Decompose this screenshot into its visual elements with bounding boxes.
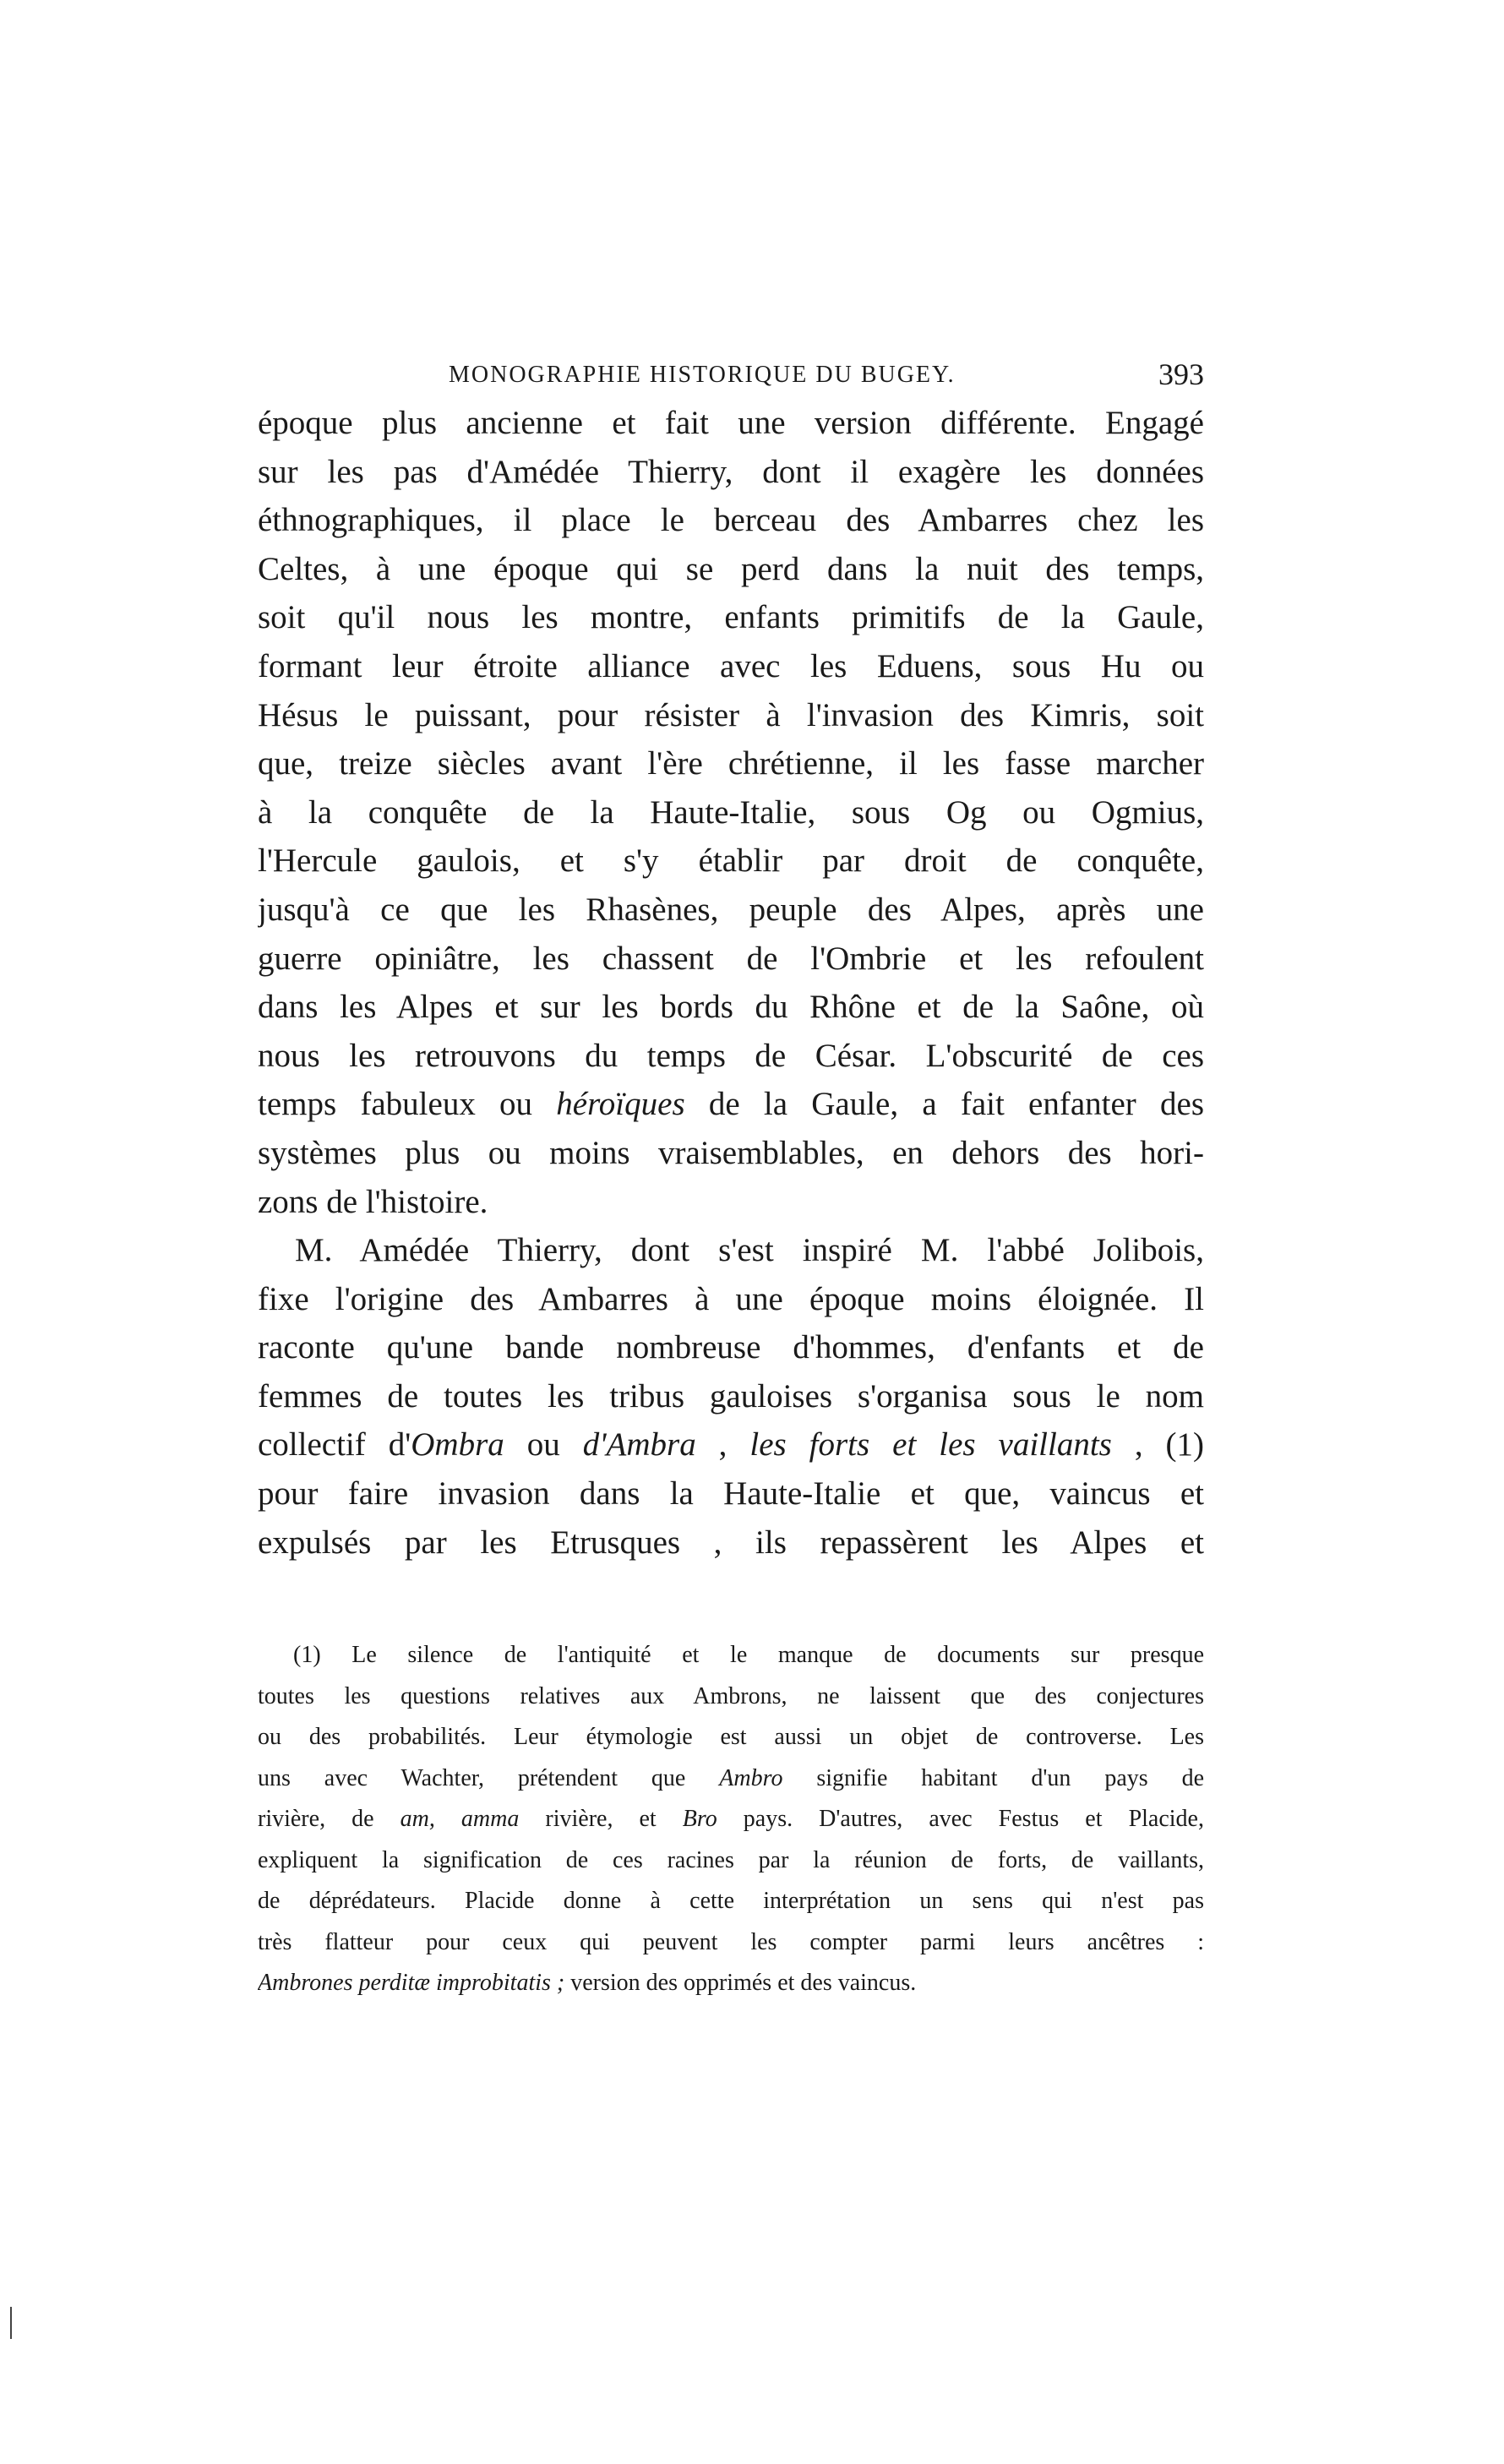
body-line: Hésus le puissant, pour résister à l'invasion des Kimris, soit: [258, 696, 1204, 733]
text-run: rivière, et: [519, 1806, 683, 1832]
body-line: l'Hercule gaulois, et s'y établir par droit de conquête,: [258, 842, 1204, 880]
text-run: signifie habitant d'un pays de: [782, 1764, 1204, 1791]
footnote-line: toutes les questions relatives aux Ambrons, ne laissent que des conjectures: [258, 1682, 1204, 1709]
footnote-line: [258, 1799, 1204, 1840]
italic-term: d'Ambra: [582, 1426, 696, 1464]
text-run: uns avec Wachter, prétendent que: [258, 1764, 720, 1791]
italic-term: les forts et les vaillants: [749, 1426, 1112, 1464]
body-line: Celtes, à une époque qui se perd dans la nuit des temps,: [258, 550, 1204, 587]
italic-term: Bro: [682, 1806, 717, 1832]
body-line: éthnographiques, il place le berceau des Ambarres chez les: [258, 502, 1204, 539]
body-line: nous les retrouvons du temps de César. L'obscurité de ces: [258, 1037, 1204, 1074]
text-run: pays. D'autres, avec Festus et Placide,: [717, 1806, 1204, 1832]
body-line: fixe l'origine des Ambarres à une époque moins éloignée. Il: [258, 1280, 1204, 1317]
footnote-line: (1) Le silence de l'antiquité et le manque de documents sur presque: [293, 1642, 1204, 1668]
footnote-line: [258, 1963, 1204, 2004]
text-run: rivière, de: [258, 1806, 401, 1832]
text-run: ou: [504, 1426, 583, 1464]
footnote-line: très flatteur pour ceux qui peuvent les compter parmi leurs ancêtres :: [258, 1928, 1204, 1955]
body-line: [258, 1080, 1204, 1129]
footnote-line: expliquent la signification de ces racines par la réunion de forts, de vaillants,: [258, 1846, 1204, 1873]
italic-term: Ombra: [411, 1426, 504, 1464]
body-line: femmes de toutes les tribus gauloises s'organisa sous le nom: [258, 1377, 1204, 1415]
body-line: [258, 1420, 1204, 1469]
body-line: sur les pas d'Amédée Thierry, dont il exagère les données: [258, 453, 1204, 490]
body-line: zons de l'histoire.: [258, 1183, 488, 1220]
text-run: de la Gaule, a fait enfanter des: [684, 1086, 1204, 1123]
footnote: [258, 1635, 1204, 2004]
text-run: ,: [695, 1426, 750, 1464]
text-run: version des opprimés et des vaincus.: [564, 1970, 917, 1996]
paragraph-first-line: M. Amédée Thierry, dont s'est inspiré M. l'abbé Jolibois,: [295, 1232, 1204, 1269]
italic-term: Ambrones perditæ improbitatis ;: [258, 1970, 565, 1996]
body-line: soit qu'il nous les montre, enfants primitifs de la Gaule,: [258, 599, 1204, 636]
running-title: MONOGRAPHIE HISTORIQUE DU BUGEY.: [449, 362, 956, 388]
running-head: [258, 357, 1204, 399]
text-run: collectif d': [258, 1426, 411, 1464]
body-line: systèmes plus ou moins vraisemblables, en dehors des hori-: [258, 1134, 1204, 1171]
body-line: époque plus ancienne et fait une version différente. Engagé: [258, 405, 1204, 441]
body-line: dans les Alpes et sur les bords du Rhône et de la Saône, où: [258, 989, 1204, 1026]
text-run: temps fabuleux ou: [258, 1086, 557, 1123]
body-line: raconte qu'une bande nombreuse d'hommes, d'enfants et de: [258, 1329, 1204, 1366]
italic-term: am, amma: [400, 1806, 520, 1832]
page-number: 393: [1158, 357, 1204, 391]
italic-term: Ambro: [719, 1764, 783, 1791]
body-line: que, treize siècles avant l'ère chrétienne, il les fasse marcher: [258, 745, 1204, 782]
body-text: [258, 399, 1204, 1567]
footnote-line: [258, 1758, 1204, 1800]
footnote-line: de déprédateurs. Placide donne à cette interprétation un sens qui n'est pas: [258, 1888, 1204, 1914]
body-line: expulsés par les Etrusques , ils repassèrent les Alpes et: [258, 1524, 1204, 1561]
body-line: pour faire invasion dans la Haute-Italie et que, vaincus et: [258, 1475, 1204, 1513]
scan-edge-mark: [10, 2307, 12, 2339]
body-line: à la conquête de la Haute-Italie, sous Og ou Ogmius,: [258, 793, 1204, 831]
footnote-ref: , (1): [1111, 1426, 1204, 1464]
italic-term: héroïques: [556, 1086, 685, 1123]
body-line: formant leur étroite alliance avec les Eduens, sous Hu ou: [258, 647, 1204, 684]
body-line: jusqu'à ce que les Rhasènes, peuple des Alpes, après une: [258, 891, 1204, 928]
body-line: guerre opiniâtre, les chassent de l'Ombrie et les refoulent: [258, 940, 1204, 977]
footnote-line: ou des probabilités. Leur étymologie est aussi un objet de controverse. Les: [258, 1724, 1204, 1750]
